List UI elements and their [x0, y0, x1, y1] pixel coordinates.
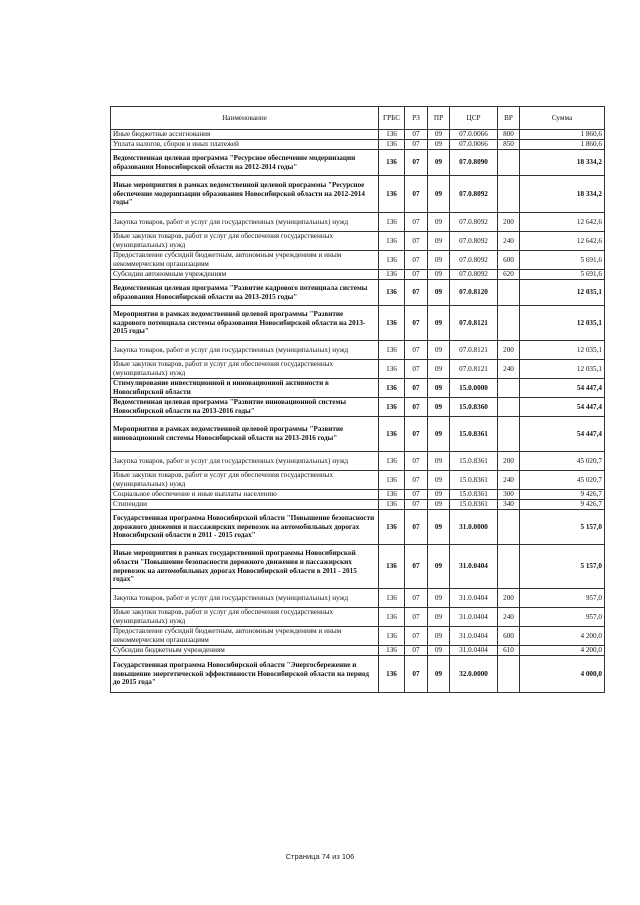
cell-rz: 07	[405, 471, 428, 490]
cell-csr: 15.0.8361	[450, 490, 498, 500]
cell-rz: 07	[405, 150, 428, 176]
cell-rz: 07	[405, 140, 428, 150]
cell-csr: 31.0.0404	[450, 589, 498, 608]
cell-csr: 15.0.8361	[450, 500, 498, 510]
table-row	[111, 656, 605, 693]
cell-pr: 09	[428, 452, 450, 471]
cell-grbs: 136	[379, 251, 405, 270]
cell-sum: 5 157,0	[520, 545, 605, 589]
cell-vr: 240	[498, 232, 520, 251]
cell-csr: 07.0.8121	[450, 360, 498, 379]
cell-name: Иные закупки товаров, работ и услуг для обеспечения государственных (муниципальных) нужд	[111, 471, 379, 490]
table-row	[111, 379, 605, 398]
table-row	[111, 500, 605, 510]
cell-rz: 07	[405, 280, 428, 306]
cell-vr	[498, 176, 520, 213]
header-pr: ПР	[428, 107, 450, 130]
cell-sum: 9 426,7	[520, 500, 605, 510]
cell-csr: 15.0.0000	[450, 379, 498, 398]
cell-pr: 09	[428, 589, 450, 608]
cell-name: Государственная программа Новосибирской области "Повышение безопасности дорожного движения и пассажирских перевозок на автомобильных дорогах Новосибирской области в 2011 - 2015 годах"	[111, 510, 379, 545]
cell-csr: 07.0.8092	[450, 232, 498, 251]
cell-pr: 09	[428, 150, 450, 176]
cell-name: Субсидии автономным учреждениям	[111, 270, 379, 280]
cell-grbs: 136	[379, 627, 405, 646]
cell-rz: 07	[405, 490, 428, 500]
cell-grbs: 136	[379, 545, 405, 589]
cell-name: Субсидии бюджетным учреждениям	[111, 646, 379, 656]
cell-rz: 07	[405, 360, 428, 379]
cell-pr: 09	[428, 341, 450, 360]
cell-vr: 200	[498, 589, 520, 608]
cell-name: Стипендии	[111, 500, 379, 510]
cell-name: Закупка товаров, работ и услуг для государственных (муниципальных) нужд	[111, 213, 379, 232]
cell-sum: 18 334,2	[520, 176, 605, 213]
table-row	[111, 280, 605, 306]
page-number: Страница 74 из 106	[285, 852, 355, 861]
table-row	[111, 452, 605, 471]
table-body	[111, 130, 605, 693]
table-row	[111, 471, 605, 490]
cell-grbs: 136	[379, 510, 405, 545]
cell-grbs: 136	[379, 490, 405, 500]
cell-grbs: 136	[379, 417, 405, 452]
cell-grbs: 136	[379, 646, 405, 656]
cell-name: Мероприятия в рамках ведомственной целевой программы "Развитие инновационной системы Новосибирской области на 2013-2016 годы"	[111, 417, 379, 452]
cell-sum: 4 200,0	[520, 646, 605, 656]
cell-grbs: 136	[379, 360, 405, 379]
cell-name: Уплата налогов, сборов и иных платежей	[111, 140, 379, 150]
cell-name: Иные мероприятия в рамках государственной программы Новосибирской области "Повышение безопасности дорожного движения и пассажирских перевозок на автомобильных дорогах Новосибирской области в 2011 - 2015 годах"	[111, 545, 379, 589]
table-row	[111, 140, 605, 150]
table-row	[111, 130, 605, 140]
cell-csr: 31.0.0404	[450, 646, 498, 656]
header-rz: РЗ	[405, 107, 428, 130]
cell-vr: 340	[498, 500, 520, 510]
cell-grbs: 136	[379, 176, 405, 213]
table-row	[111, 270, 605, 280]
cell-sum: 45 020,7	[520, 471, 605, 490]
cell-vr	[498, 150, 520, 176]
cell-vr	[498, 510, 520, 545]
table-row	[111, 232, 605, 251]
cell-sum: 18 334,2	[520, 150, 605, 176]
cell-rz: 07	[405, 232, 428, 251]
cell-csr: 07.0.8120	[450, 280, 498, 306]
table-row	[111, 176, 605, 213]
cell-rz: 07	[405, 656, 428, 693]
table-row	[111, 646, 605, 656]
cell-csr: 07.0.0066	[450, 140, 498, 150]
cell-sum: 5 157,0	[520, 510, 605, 545]
cell-sum: 5 691,6	[520, 270, 605, 280]
cell-name: Иные закупки товаров, работ и услуг для обеспечения государственных (муниципальных) нужд	[111, 360, 379, 379]
cell-grbs: 136	[379, 130, 405, 140]
cell-name: Мероприятия в рамках ведомственной целевой программы "Развитие кадрового потенциала системы образования Новосибирской области на 2013-2015 годы"	[111, 306, 379, 341]
cell-name: Ведомственная целевая программа "Ресурсное обеспечение модернизации образования Новосибирской области на 2012-2014 годы"	[111, 150, 379, 176]
cell-rz: 07	[405, 500, 428, 510]
table-row	[111, 213, 605, 232]
cell-vr: 610	[498, 646, 520, 656]
cell-grbs: 136	[379, 270, 405, 280]
cell-vr	[498, 398, 520, 417]
cell-vr: 800	[498, 130, 520, 140]
cell-sum: 4 200,0	[520, 627, 605, 646]
cell-csr: 07.0.8092	[450, 270, 498, 280]
table-row	[111, 360, 605, 379]
cell-vr: 600	[498, 251, 520, 270]
cell-pr: 09	[428, 627, 450, 646]
cell-rz: 07	[405, 341, 428, 360]
cell-name: Социальное обеспечение и иные выплаты населению	[111, 490, 379, 500]
cell-vr	[498, 306, 520, 341]
cell-name: Государственная программа Новосибирской области "Энергосбережение и повышение энергетической эффективности Новосибирской области на период до 2015 года"	[111, 656, 379, 693]
cell-sum: 12 035,1	[520, 280, 605, 306]
cell-vr: 620	[498, 270, 520, 280]
cell-pr: 09	[428, 140, 450, 150]
cell-vr: 240	[498, 608, 520, 627]
cell-grbs: 136	[379, 150, 405, 176]
cell-rz: 07	[405, 417, 428, 452]
cell-sum: 9 426,7	[520, 490, 605, 500]
cell-sum: 957,0	[520, 608, 605, 627]
cell-csr: 07.0.8121	[450, 341, 498, 360]
cell-csr: 31.0.0404	[450, 627, 498, 646]
cell-rz: 07	[405, 270, 428, 280]
cell-rz: 07	[405, 379, 428, 398]
cell-vr: 600	[498, 627, 520, 646]
cell-csr: 15.0.8360	[450, 398, 498, 417]
cell-sum: 12 035,1	[520, 306, 605, 341]
table-row	[111, 545, 605, 589]
cell-vr: 200	[498, 213, 520, 232]
cell-rz: 07	[405, 130, 428, 140]
cell-pr: 09	[428, 646, 450, 656]
cell-grbs: 136	[379, 341, 405, 360]
cell-sum: 54 447,4	[520, 417, 605, 452]
table-row	[111, 251, 605, 270]
cell-pr: 09	[428, 379, 450, 398]
cell-pr: 09	[428, 251, 450, 270]
cell-pr: 09	[428, 490, 450, 500]
cell-grbs: 136	[379, 379, 405, 398]
cell-name: Иные бюджетные ассигнования	[111, 130, 379, 140]
table-row	[111, 490, 605, 500]
cell-pr: 09	[428, 398, 450, 417]
table-row	[111, 306, 605, 341]
cell-rz: 07	[405, 251, 428, 270]
cell-pr: 09	[428, 417, 450, 452]
cell-sum: 45 020,7	[520, 452, 605, 471]
cell-name: Предоставление субсидий бюджетным, автономным учреждениям и иным некоммерческим организациям	[111, 627, 379, 646]
cell-name: Закупка товаров, работ и услуг для государственных (муниципальных) нужд	[111, 341, 379, 360]
cell-name: Ведомственная целевая программа "Развитие кадрового потенциала системы образования Новосибирской области на 2013-2015 годы"	[111, 280, 379, 306]
cell-name: Закупка товаров, работ и услуг для государственных (муниципальных) нужд	[111, 452, 379, 471]
cell-grbs: 136	[379, 398, 405, 417]
table-row	[111, 608, 605, 627]
cell-grbs: 136	[379, 471, 405, 490]
cell-csr: 15.0.8361	[450, 417, 498, 452]
cell-rz: 07	[405, 608, 428, 627]
cell-pr: 09	[428, 656, 450, 693]
cell-csr: 07.0.8092	[450, 251, 498, 270]
cell-csr: 15.0.8361	[450, 452, 498, 471]
cell-csr: 07.0.8090	[450, 150, 498, 176]
cell-sum: 54 447,4	[520, 398, 605, 417]
cell-csr: 31.0.0000	[450, 510, 498, 545]
cell-grbs: 136	[379, 213, 405, 232]
cell-rz: 07	[405, 176, 428, 213]
cell-name: Закупка товаров, работ и услуг для государственных (муниципальных) нужд	[111, 589, 379, 608]
cell-vr	[498, 379, 520, 398]
cell-vr: 240	[498, 471, 520, 490]
cell-rz: 07	[405, 545, 428, 589]
cell-pr: 09	[428, 360, 450, 379]
cell-vr	[498, 545, 520, 589]
cell-vr: 300	[498, 490, 520, 500]
header-grbs: ГРБС	[379, 107, 405, 130]
cell-vr: 200	[498, 452, 520, 471]
cell-pr: 09	[428, 213, 450, 232]
cell-name: Иные закупки товаров, работ и услуг для обеспечения государственных (муниципальных) нужд	[111, 608, 379, 627]
cell-sum: 1 860,6	[520, 140, 605, 150]
table-row	[111, 398, 605, 417]
cell-sum: 4 000,0	[520, 656, 605, 693]
cell-pr: 09	[428, 500, 450, 510]
cell-csr: 32.0.0000	[450, 656, 498, 693]
cell-vr	[498, 280, 520, 306]
table-row	[111, 150, 605, 176]
cell-vr: 240	[498, 360, 520, 379]
cell-grbs: 136	[379, 500, 405, 510]
cell-csr: 07.0.8092	[450, 213, 498, 232]
cell-rz: 07	[405, 452, 428, 471]
cell-csr: 15.0.8361	[450, 471, 498, 490]
cell-name: Иные мероприятия в рамках ведомственной целевой программы "Ресурсное обеспечение модернизации образования Новосибирской области на 2012-2014 годы"	[111, 176, 379, 213]
cell-vr	[498, 656, 520, 693]
cell-sum: 5 691,6	[520, 251, 605, 270]
cell-rz: 07	[405, 306, 428, 341]
table-row	[111, 417, 605, 452]
cell-csr: 31.0.0404	[450, 545, 498, 589]
cell-vr: 850	[498, 140, 520, 150]
cell-name: Предоставление субсидий бюджетным, автономным учреждениям и иным некоммерческим организациям	[111, 251, 379, 270]
budget-table	[110, 106, 605, 693]
cell-vr: 200	[498, 341, 520, 360]
cell-rz: 07	[405, 627, 428, 646]
cell-csr: 07.0.8092	[450, 176, 498, 213]
cell-sum: 54 447,4	[520, 379, 605, 398]
cell-vr	[498, 417, 520, 452]
cell-sum: 12 035,1	[520, 360, 605, 379]
cell-grbs: 136	[379, 306, 405, 341]
cell-csr: 31.0.0404	[450, 608, 498, 627]
header-name: Наименование	[111, 107, 379, 130]
table-row	[111, 589, 605, 608]
cell-pr: 09	[428, 176, 450, 213]
cell-pr: 09	[428, 306, 450, 341]
cell-pr: 09	[428, 130, 450, 140]
cell-sum: 12 035,1	[520, 341, 605, 360]
header-vr: ВР	[498, 107, 520, 130]
table-row	[111, 341, 605, 360]
cell-grbs: 136	[379, 452, 405, 471]
cell-grbs: 136	[379, 140, 405, 150]
cell-pr: 09	[428, 471, 450, 490]
cell-grbs: 136	[379, 608, 405, 627]
cell-sum: 12 642,6	[520, 213, 605, 232]
cell-pr: 09	[428, 270, 450, 280]
cell-rz: 07	[405, 213, 428, 232]
cell-name: Ведомственная целевая программа "Развитие инновационной системы Новосибирской области на 2013-2016 годы"	[111, 398, 379, 417]
table-row	[111, 510, 605, 545]
header-csr: ЦСР	[450, 107, 498, 130]
cell-rz: 07	[405, 646, 428, 656]
cell-grbs: 136	[379, 232, 405, 251]
cell-pr: 09	[428, 510, 450, 545]
cell-sum: 1 860,6	[520, 130, 605, 140]
table-header-row	[111, 107, 605, 130]
cell-name: Иные закупки товаров, работ и услуг для обеспечения государственных (муниципальных) нужд	[111, 232, 379, 251]
cell-grbs: 136	[379, 589, 405, 608]
cell-rz: 07	[405, 398, 428, 417]
cell-grbs: 136	[379, 656, 405, 693]
cell-rz: 07	[405, 589, 428, 608]
cell-pr: 09	[428, 545, 450, 589]
cell-name: Стимулирование инвестиционной и инновационной активности в Новосибирской области	[111, 379, 379, 398]
table-row	[111, 627, 605, 646]
cell-csr: 07.0.0066	[450, 130, 498, 140]
cell-sum: 957,0	[520, 589, 605, 608]
cell-sum: 12 642,6	[520, 232, 605, 251]
header-sum: Сумма	[520, 107, 605, 130]
cell-pr: 09	[428, 280, 450, 306]
cell-csr: 07.0.8121	[450, 306, 498, 341]
cell-rz: 07	[405, 510, 428, 545]
cell-pr: 09	[428, 608, 450, 627]
cell-grbs: 136	[379, 280, 405, 306]
cell-pr: 09	[428, 232, 450, 251]
